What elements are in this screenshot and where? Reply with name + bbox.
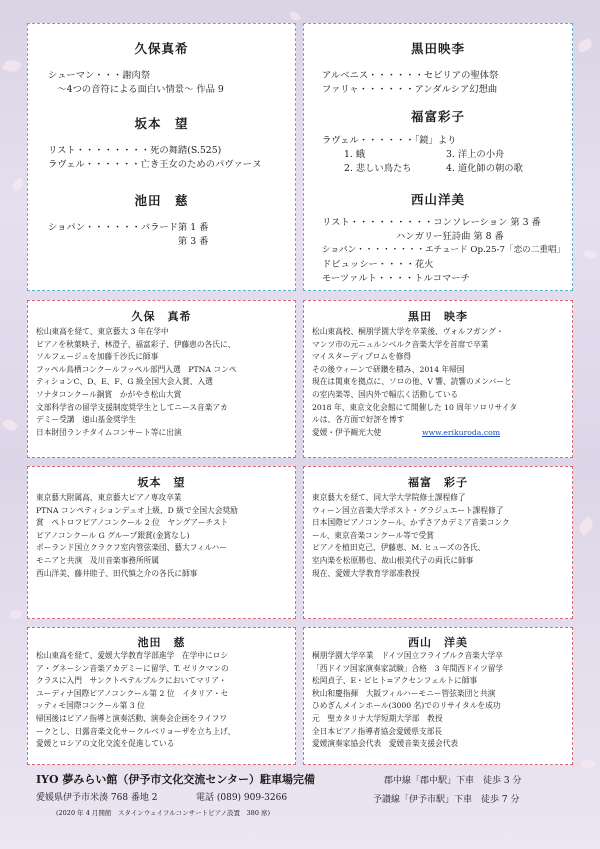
access-line: 郡中線「郡中駅」下車 徒歩 3 分 <box>384 776 522 786</box>
bio-line: 東京藝大附属高、東京藝大ピアノ専攻卒業 <box>36 493 182 502</box>
bio-line: 西山洋美、藤井睦子、田代慎之介の各氏に師事 <box>36 568 198 578</box>
program-line: 2. 悲しい鳥たち <box>344 163 412 174</box>
performer-name: 西山 洋美 <box>408 636 468 649</box>
performer-name: 西山洋美 <box>410 192 465 207</box>
bio-line: 現在は関東を拠点に、ソロの他、V 響、読響のメンバーと <box>312 377 512 387</box>
program-line: 3. 洋上の小舟 <box>446 149 505 160</box>
bio-line: ユーディナ国際ピアノコンクール第 2 位 イタリア・セ <box>36 688 229 698</box>
bio-line: ピアノコンクール G グループ銀賞(金賞なし) <box>36 530 190 540</box>
bio-line: 愛媛演奏家協会代表 愛媛音楽支援会代表 <box>312 739 459 749</box>
program-line: リスト・・・・・・・・死の舞踏(S.525) <box>48 145 222 156</box>
bio-box-kuroda <box>303 300 573 458</box>
bio-line: モニアと共演 及川音楽事務所所属 <box>36 556 160 565</box>
bio-line: 現在、愛媛大学教育学部准教授 <box>312 568 420 578</box>
bio-line: 賞 ペトロフピアノコンクール 2 位 ヤングアーチスト <box>36 518 229 528</box>
bio-line: 文部科学省の留学支援制度奨学生としてニース音楽アカ <box>36 402 228 412</box>
bio-line: 日本国際ピアノコンクール、かずさアカデミア音楽コンク <box>312 518 510 528</box>
bio-line: 2018 年、東京文化会館にて開催した 10 周年ソロリサイタ <box>312 402 518 412</box>
bio-line: 全日本ピアノ指導者協会愛媛県支部長 <box>312 726 443 736</box>
program-line: ～4つの音符による面白い情景～ 作品 9 <box>48 84 224 95</box>
program-line: ファリャ・・・・・・アンダルシア幻想曲 <box>322 84 498 95</box>
program-line: ドビュッシー・・・・花火 <box>322 259 434 270</box>
bio-line: ール、東京音楽コンクール等で受賞 <box>312 530 434 540</box>
bio-line: ッティモ国際コンクール第 3 位 <box>36 701 145 711</box>
bio-line: ークとし、日露音楽文化サークルベリョーザを立ち上げ、 <box>36 726 236 736</box>
bio-line: 桐朋学園大学卒業 ドイツ国立フライブルク音楽大学卒 <box>312 651 503 660</box>
bio-line: ルは、各方面で好評を博す <box>312 415 405 425</box>
bio-box-kubo <box>27 300 296 458</box>
performer-name: 久保真希 <box>134 41 189 56</box>
bio-line: その後ウィーンで研鑽を積み、2014 年帰国 <box>312 364 465 374</box>
bio-line: デミー受講 遠山基金奨学生 <box>36 415 136 425</box>
venue-address: 愛媛県伊予市米湊 768 番地 2 <box>36 793 158 803</box>
program-line: モーツァルト・・・・トルコマーチ <box>322 273 470 284</box>
bio-line: マイスターディプロムを修得 <box>312 352 412 362</box>
program-line: 第 3 番 <box>178 236 209 247</box>
program-box-left <box>27 23 296 291</box>
bio-box-sakamoto <box>27 466 296 619</box>
bio-line: 愛媛とロシアの文化交流を促進している <box>36 739 175 749</box>
program-line: リスト・・・・・・・・・コンソレーション 第 3 番 <box>322 217 541 228</box>
bio-line: 松山東高を経て、東京藝大 3 年在学中 <box>36 327 169 336</box>
website-link[interactable]: www.erikuroda.com <box>422 427 501 437</box>
bio-line: ア・グネーシン音楽アカデミーに留学、T. ゼリクマンの <box>36 663 229 673</box>
performer-name: 福富 彩子 <box>408 476 468 489</box>
program-line: ショパン・・・・・・・・エチュード Op.25-7「恋の二重唱」 <box>322 245 566 255</box>
program-line: シューマン・・・謝肉祭 <box>48 70 151 81</box>
bio-box-fukutomi <box>303 466 573 619</box>
bio-box-nishiyama <box>303 627 573 765</box>
bio-line: ティションC、D、E、F、G 級全国大会入賞、入選 <box>36 377 213 387</box>
performer-name: 黒田映李 <box>410 41 465 56</box>
bio-line: ピアノを秋葉映子、林澄子、福富彩子、伊藤恵の各氏に、 <box>36 339 236 349</box>
performer-name: 坂本 望 <box>134 116 189 131</box>
bio-line: ピアノを植田克己、伊藤恵、M. ヒューズの各氏、 <box>312 543 486 553</box>
bio-box-ikeda <box>27 627 296 765</box>
performer-name: 黒田 映李 <box>408 310 468 323</box>
bio-line: ポーランド国立クラクフ室内管弦楽団、藝大フィルハー <box>36 543 228 553</box>
program-line: アルベニス・・・・・・セビリアの聖体祭 <box>322 70 499 81</box>
bio-line: ひめぎんメインホール(3000 名)でのリサイタルを成功 <box>312 701 501 711</box>
bio-line: 帰国後はピアノ指導と演奏活動、演奏会企画をライフワ <box>36 714 228 723</box>
bio-line: マンツ市の元ニュルンベルク音楽大学を首席で卒業 <box>312 339 489 349</box>
bio-line: 秋山和慶指揮 大阪フィルハーモニー管弦楽団と共演 <box>312 688 496 698</box>
performer-name: 坂本 望 <box>137 476 186 489</box>
bio-line: クラスに入門 サンクトペテルブルクにおいてマリア・ <box>36 676 227 686</box>
bio-line: ソナタコンクール銅賞 かがやき松山大賞 <box>36 390 182 399</box>
program-box-right <box>303 23 573 291</box>
performer-name: 池田 慈 <box>137 636 186 649</box>
bio-line: ソルフェージュを加藤千沙氏に師事 <box>36 352 159 362</box>
bio-line: ウィーン国立音楽大学ポスト・グラジュエート課程修了 <box>312 505 504 515</box>
venue-phone: 電話 (089) 909-3266 <box>196 793 288 803</box>
bio-line: 室内楽を松原勝也、故山根美代子の両氏に師事 <box>312 556 474 565</box>
bio-line: PTNA コンペティションデュオ上級、D 級で全国大会奨励 <box>36 505 238 515</box>
program-line: 4. 道化師の朝の歌 <box>446 163 523 174</box>
program-line: ハンガリー狂詩曲 第 8 番 <box>396 231 504 242</box>
performer-name: 福富彩子 <box>410 109 465 124</box>
access-line: 予讃線「伊予市駅」下車 徒歩 7 分 <box>373 795 520 805</box>
program-line: 1. 蛾 <box>344 149 366 160</box>
bio-line: 「西ドイツ国家演奏家試験」合格 3 年間西ドイツ留学 <box>312 663 504 673</box>
performer-name: 池田 慈 <box>134 193 189 208</box>
bio-line: 愛媛・伊予観光大使 <box>312 427 382 437</box>
venue-note: (2020 年 4 月開館 スタインウェイフルコンサートピアノ設置 380 席) <box>56 809 271 817</box>
bio-line: フッペル鳥栖コンクールフッペル部門入選 PTNA コンペ <box>36 364 237 374</box>
bio-line: 日本財団ランチタイムコンサート等に出演 <box>36 427 182 437</box>
bio-line: 松山東高校、桐朋学園大学を卒業後、ヴォルフガング・ <box>312 327 504 336</box>
performer-name: 久保 真希 <box>131 310 192 323</box>
bio-line: の室内楽等、国内外で幅広く活動している <box>312 390 459 399</box>
bio-line: 松山東高を経て、愛媛大学教育学部進学 在学中にロシ <box>36 651 229 660</box>
program-line: ショパン・・・・・・バラード第 1 番 <box>48 222 209 233</box>
bio-line: 松岡貞子、E・ピヒト=アクセンフェルトに師事 <box>312 676 478 686</box>
bio-line: 元 聖カタリナ大学短期大学部 教授 <box>312 714 443 723</box>
bio-line: 東京藝大を経て、同大学大学院修士課程修了 <box>312 493 466 502</box>
program-line: ラヴェル・・・・・・「鏡」より <box>322 135 457 146</box>
program-line: ラヴェル・・・・・・亡き王女のためのパヴァーヌ <box>48 159 262 170</box>
venue-name: IYO 夢みらい館（伊予市文化交流センター）駐車場完備 <box>36 773 315 786</box>
